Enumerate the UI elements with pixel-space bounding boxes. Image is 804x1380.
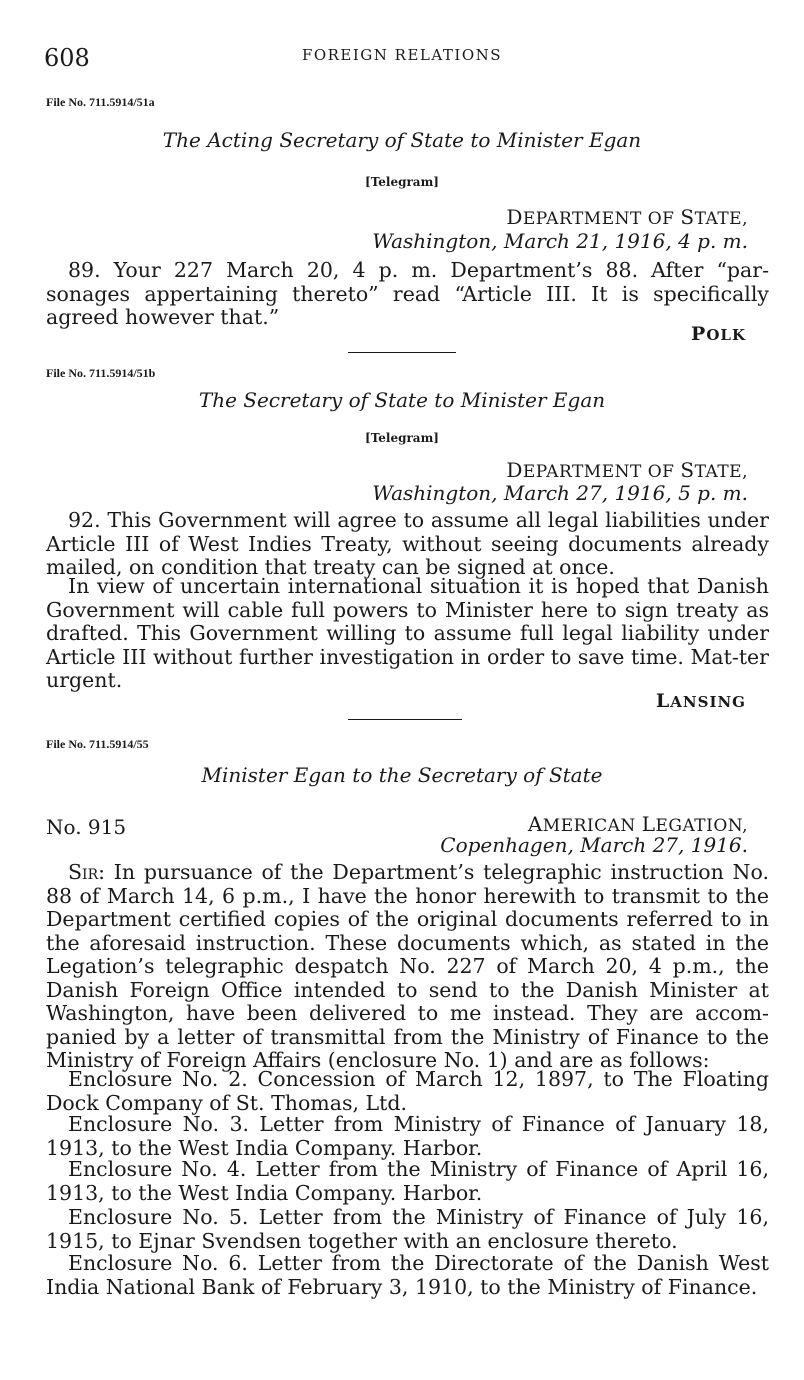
signature: LANSING <box>655 690 746 712</box>
enclosure-item: Enclosure No. 3. Letter from Ministry of Finance of January 18, 1913, to the West India Company. Harbor. <box>46 1112 769 1160</box>
telegram-body: 89. Your 227 March 20, 4 p. m. Department’s 88. After “par-sonages appertaining thereto” read “Article III. It is specifically agreed however that.” <box>46 258 769 329</box>
section-divider <box>348 719 462 720</box>
document-title: The Acting Secretary of State to Minister Egan <box>162 128 642 152</box>
enclosure-item: Enclosure No. 6. Letter from the Directorate of the Danish West India National Bank of February 3, 1910, to the Ministry of Finance. <box>46 1251 769 1299</box>
telegram-label: [Telegram] <box>365 431 439 445</box>
page-number: 608 <box>44 44 90 72</box>
section-divider <box>348 352 456 353</box>
telegram-label: [Telegram] <box>365 175 439 189</box>
despatch-number: No. 915 <box>46 815 127 839</box>
enclosure-item: Enclosure No. 5. Letter from the Ministry of Finance of July 16, 1915, to Ejnar Svendsen together with an enclosure thereto. <box>46 1205 769 1253</box>
document-title: Minister Egan to the Secretary of State <box>201 763 603 787</box>
file-number: File No. 711.5914/51a <box>46 95 155 109</box>
dept-heading: DEPARTMENT OF STATE, <box>506 205 748 229</box>
telegram-body: 92. This Government will agree to assume all legal liabilities under Article III of West Indies Treaty, without seeing documents already mailed, on condition that treaty can be signed at once. <box>46 508 769 579</box>
salutation: Sir <box>68 860 99 884</box>
letter-body: Sir: In pursuance of the Department’s telegraphic instruction No. 88 of March 14, 6 p.m., I have the honor herewith to transmit to the Department certified copies of the original documents referred to in the aforesaid instruction. These documents which, as stated in the Legation’s telegraphic despatch No. 227 of March 20, 4 p.m., the Danish Foreign Office intended to send to the Danish Minister at Washington, have been delivered to me instead. They are accom-panied by a letter of transmittal from the Ministry of Finance to the Ministry of Foreign Affairs (enclosure No. 1) and are as follows: <box>46 860 769 1072</box>
dateline: Washington, March 21, 1916, 4 p. m. <box>372 229 748 253</box>
running-title: FOREIGN RELATIONS <box>301 46 503 64</box>
signature: POLK <box>691 323 746 345</box>
enclosure-item: Enclosure No. 2. Concession of March 12, 1897, to The Floating Dock Company of St. Thomas, Ltd. <box>46 1067 769 1115</box>
dateline: Copenhagen, March 27, 1916. <box>440 833 748 857</box>
document-title: The Secretary of State to Minister Egan <box>198 388 606 412</box>
telegram-body: In view of uncertain international situation it is hoped that Danish Government will cable full powers to Minister here to sign treaty as drafted. This Government willing to assume full legal liability under Article III without further investigation in order to save time. Mat-ter urgent. <box>46 574 769 692</box>
dept-heading: DEPARTMENT OF STATE, <box>506 458 748 482</box>
enclosure-item: Enclosure No. 4. Letter from the Ministry of Finance of April 16, 1913, to the West India Company. Harbor. <box>46 1157 769 1205</box>
legation-heading: AMERICAN LEGATION, <box>527 812 748 836</box>
file-number: File No. 711.5914/51b <box>46 366 156 380</box>
file-number: File No. 711.5914/55 <box>46 737 149 751</box>
dateline: Washington, March 27, 1916, 5 p. m. <box>372 481 748 505</box>
